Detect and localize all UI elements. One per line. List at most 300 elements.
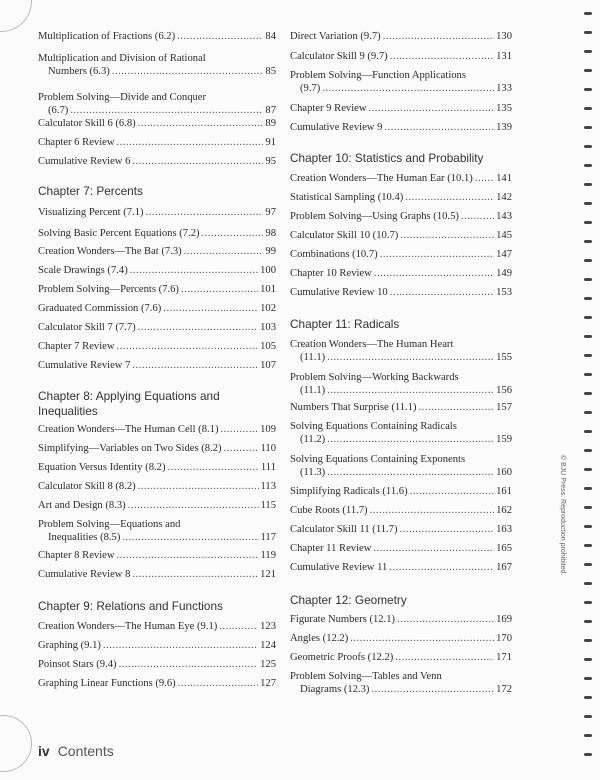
toc-entry-title: Solving Basic Percent Equations (7.2) (38, 228, 200, 239)
toc-entry-line (290, 433, 512, 446)
toc-entry-title: Problem Solving—Tables and Venn (290, 671, 442, 682)
toc-entry-line (38, 677, 276, 690)
toc-page-number: 102 (260, 303, 276, 314)
toc-entry (290, 172, 512, 185)
toc-page-number: 127 (260, 678, 276, 689)
toc-page-number: 99 (265, 246, 276, 257)
toc-page-number: 163 (496, 524, 512, 535)
toc-entry-title: (6.7) (48, 105, 69, 117)
toc-entry (290, 504, 512, 517)
toc-page-number: 131 (496, 51, 512, 62)
toc-page-number: 155 (496, 352, 512, 364)
toc-page-number: 124 (260, 640, 276, 651)
toc-entry (38, 283, 276, 296)
toc-entry-line (290, 613, 512, 626)
toc-entry (290, 248, 512, 261)
toc-entry-line (38, 442, 276, 455)
dot-leader (395, 651, 494, 664)
toc-entry-line (38, 568, 276, 581)
toc-entry-line (38, 136, 276, 149)
dot-leader (383, 30, 494, 43)
toc-page-number: 149 (496, 268, 512, 279)
toc-entry-line (38, 52, 276, 65)
toc-entry-title: Simplifying—Variables on Two Sides (8.2) (38, 443, 222, 454)
toc-entry (38, 518, 276, 544)
binding-hole (584, 50, 592, 53)
toc-entry-line (38, 499, 276, 512)
toc-entry-line (290, 420, 512, 433)
toc-entry-line (290, 30, 512, 43)
binding-hole (584, 506, 592, 509)
dot-leader (397, 613, 494, 626)
toc-page-number: 172 (496, 684, 512, 696)
dot-leader (390, 286, 494, 299)
toc-entry-title: Problem Solving—Divide and Conquer (38, 92, 207, 103)
dot-leader (475, 172, 494, 185)
toc-entry (38, 245, 276, 258)
dot-leader (350, 632, 494, 645)
toc-entry (290, 453, 512, 479)
binding-hole (584, 221, 592, 224)
toc-entry-title: Chapter 7 Review (38, 341, 115, 352)
binding-hole (584, 449, 592, 452)
toc-entry (38, 136, 276, 149)
page-number: iv (38, 743, 50, 759)
toc-entry-title: Cumulative Review 11 (290, 562, 388, 573)
toc-entry-title: Solving Equations Containing Exponents (290, 454, 466, 465)
dot-leader (400, 229, 494, 242)
toc-entry-title: Cumulative Review 7 (38, 360, 131, 371)
dot-leader (168, 461, 259, 474)
dot-leader (374, 267, 494, 280)
toc-page-number: 156 (496, 385, 512, 397)
toc-entry (290, 401, 512, 414)
toc-entry-line (38, 155, 276, 168)
binding-hole (584, 145, 592, 148)
toc-page-number: 157 (496, 402, 512, 413)
toc-entry (290, 651, 512, 664)
toc-entry (290, 50, 512, 63)
toc-entry (290, 542, 512, 555)
toc-entry (38, 499, 276, 512)
toc-page-number: 161 (496, 486, 512, 497)
binding-hole (584, 468, 592, 471)
toc-entry-title: Cumulative Review 9 (290, 122, 383, 133)
toc-entry-line (38, 340, 276, 353)
toc-entry-title: Simplifying Radicals (11.6) (290, 486, 408, 497)
toc-entry (290, 338, 512, 364)
toc-page-number: 125 (260, 659, 276, 670)
toc-entry-title: Scale Drawings (7.4) (38, 265, 128, 276)
toc-page-number: 95 (265, 156, 276, 167)
toc-page-number: 133 (496, 83, 512, 95)
toc-entry-line (290, 485, 512, 498)
binding-hole (584, 715, 592, 718)
dot-leader (122, 531, 258, 544)
dot-leader (177, 30, 263, 43)
toc-page-number: 85 (265, 66, 276, 78)
dot-leader (327, 433, 494, 446)
toc-entry-line (38, 283, 276, 296)
binding-hole (584, 430, 592, 433)
binding-hole (584, 126, 592, 129)
toc-entry-title: Figurate Numbers (12.1) (290, 614, 396, 625)
toc-entry-title: Cube Roots (11.7) (290, 505, 368, 516)
toc-entry-title: Creation Wonders—The Human Eye (9.1) (38, 621, 218, 632)
toc-entry-title: (11.3) (300, 467, 326, 479)
binding-hole (584, 411, 592, 414)
dot-leader (181, 283, 258, 296)
toc-entry (38, 264, 276, 277)
toc-entry (290, 210, 512, 223)
toc-entry (38, 91, 276, 117)
binding-hole (584, 335, 592, 338)
dot-leader (146, 206, 264, 219)
toc-page-number: 130 (496, 31, 512, 42)
binding-hole (584, 259, 592, 262)
toc-entry (38, 359, 276, 372)
toc-entry (38, 155, 276, 168)
toc-entry-title: Creation Wonders—The Human Ear (10.1) (290, 173, 473, 184)
dot-leader (419, 401, 495, 414)
dot-leader (132, 359, 258, 372)
binding-hole (584, 240, 592, 243)
toc-entry-title: Graduated Commission (7.6) (38, 303, 162, 314)
toc-page-number: 84 (265, 31, 276, 42)
dot-leader (327, 466, 494, 479)
toc-entry-title: Multiplication of Fractions (6.2) (38, 31, 176, 42)
toc-entry-line (38, 91, 276, 104)
toc-entry (290, 229, 512, 242)
binding-hole (584, 601, 592, 604)
toc-entry (290, 670, 512, 696)
chapter-heading: Chapter 8: Applying Equations and (38, 389, 220, 403)
dot-leader (128, 499, 259, 512)
dot-leader (405, 191, 494, 204)
toc-entry (290, 561, 512, 574)
binding-hole (584, 525, 592, 528)
dot-leader (119, 658, 259, 671)
toc-entry-title: (11.1) (300, 385, 326, 397)
toc-entry-title: Angles (12.2) (290, 633, 349, 644)
toc-entry-title: Cumulative Review 10 (290, 287, 388, 298)
binding-hole (584, 31, 592, 34)
toc-entry-line (38, 206, 276, 219)
toc-entry-line (38, 117, 276, 130)
toc-entry (290, 69, 512, 95)
toc-entry-line (290, 466, 512, 479)
binding-hole (584, 69, 592, 72)
toc-entry (290, 485, 512, 498)
dot-leader (117, 136, 264, 149)
page-curl-bottom-left (0, 715, 32, 772)
binding-hole (584, 202, 592, 205)
toc-entry-title: Problem Solving—Working Backwards (290, 372, 459, 383)
toc-entry-title: Calculator Skill 11 (11.7) (290, 524, 398, 535)
toc-entry-line (290, 50, 512, 63)
toc-entry-title: Graphing (9.1) (38, 640, 101, 651)
toc-entry-title: Chapter 9 Review (290, 103, 367, 114)
toc-entry-title: Creation Wonders—The Human Cell (8.1) (38, 424, 219, 435)
toc-page-number: 167 (496, 562, 512, 573)
toc-entry-title: Numbers That Surprise (11.1) (290, 402, 417, 413)
toc-entry-title: Art and Design (8.3) (38, 500, 126, 511)
binding-hole (584, 582, 592, 585)
toc-entry-title: Calculator Skill 8 (8.2) (38, 481, 136, 492)
toc-page-number: 169 (496, 614, 512, 625)
binding-hole (584, 753, 592, 756)
dot-leader (219, 620, 258, 633)
chapter-heading: Chapter 9: Relations and Functions (38, 599, 223, 613)
toc-entry (38, 442, 276, 455)
toc-entry (290, 420, 512, 446)
toc-entry-title: Statistical Sampling (10.4) (290, 192, 404, 203)
toc-entry-title: Equation Versus Identity (8.2) (38, 462, 166, 473)
toc-entry-title: Chapter 8 Review (38, 550, 115, 561)
binding-hole (584, 544, 592, 547)
dot-leader (178, 677, 258, 690)
toc-entry (290, 523, 512, 536)
binding-hole (584, 677, 592, 680)
dot-leader (373, 542, 494, 555)
toc-entry-line (290, 542, 512, 555)
toc-entry-title: Inequalities (8.5) (48, 532, 121, 544)
toc-entry-line (290, 172, 512, 185)
toc-entry-title: (11.1) (300, 352, 326, 364)
page-curl-top-left (0, 0, 32, 32)
toc-entry-title: (11.2) (300, 434, 326, 446)
toc-page-number: 115 (260, 500, 276, 511)
toc-entry-line (290, 523, 512, 536)
dot-leader (132, 568, 258, 581)
binding-hole (584, 107, 592, 110)
toc-entry (38, 568, 276, 581)
toc-entry-line (290, 267, 512, 280)
dot-leader (390, 50, 494, 63)
binding-hole (584, 297, 592, 300)
toc-entry-title: Creation Wonders—The Bat (7.3) (38, 246, 182, 257)
dot-leader (369, 102, 495, 115)
toc-entry-line (38, 461, 276, 474)
dot-leader (461, 210, 494, 223)
toc-entry-line (38, 423, 276, 436)
toc-entry (38, 321, 276, 334)
toc-entry (290, 267, 512, 280)
toc-page-number: 117 (260, 532, 276, 544)
toc-entry-title: Solving Equations Containing Radicals (290, 421, 457, 432)
toc-entry-line (38, 245, 276, 258)
dot-leader (130, 264, 258, 277)
dot-leader (327, 384, 494, 397)
toc-entry-line (38, 227, 276, 240)
toc-entry-line (290, 670, 512, 683)
toc-entry-line (38, 518, 276, 531)
toc-entry-title: Calculator Skill 10 (10.7) (290, 230, 399, 241)
toc-entry-title: Cumulative Review 6 (38, 156, 131, 167)
binding-hole (584, 734, 592, 737)
toc-entry-line (38, 264, 276, 277)
toc-entry-line (290, 102, 512, 115)
toc-page-number: 98 (265, 228, 276, 239)
toc-page-number: 171 (496, 652, 512, 663)
binding-hole (584, 88, 592, 91)
toc-page-number: 141 (496, 173, 512, 184)
page-footer (38, 743, 114, 759)
toc-page-number: 160 (496, 467, 512, 479)
chapter-heading: Chapter 12: Geometry (290, 593, 407, 607)
toc-page-number: 119 (260, 550, 276, 561)
toc-entry-title: Chapter 11 Review (290, 543, 372, 554)
chapter-heading: Chapter 7: Percents (38, 184, 143, 198)
toc-entry (38, 117, 276, 130)
toc-entry-line (38, 104, 276, 117)
dot-leader (117, 340, 259, 353)
toc-entry (290, 632, 512, 645)
toc-entry-line (290, 561, 512, 574)
toc-entry-line (290, 121, 512, 134)
toc-entry-title: Calculator Skill 7 (7.7) (38, 322, 136, 333)
toc-entry-title: Graphing Linear Functions (9.6) (38, 678, 176, 689)
toc-entry-line (290, 453, 512, 466)
dot-leader (138, 480, 259, 493)
dot-leader (224, 442, 259, 455)
toc-entry (38, 340, 276, 353)
binding-hole (584, 12, 592, 15)
dot-leader (117, 549, 259, 562)
toc-entry (38, 30, 276, 43)
binding-hole (584, 164, 592, 167)
toc-entry-line (38, 658, 276, 671)
toc-entry-title: Problem Solving—Function Applications (290, 70, 466, 81)
toc-entry (38, 677, 276, 690)
toc-entry-title: Calculator Skill 6 (6.8) (38, 118, 136, 129)
toc-page-number: 159 (496, 434, 512, 446)
binding-hole (584, 620, 592, 623)
toc-entry-line (38, 65, 276, 78)
toc-page-number: 121 (260, 569, 276, 580)
toc-entry-title: Problem Solving—Using Graphs (10.5) (290, 211, 459, 222)
toc-entry (38, 480, 276, 493)
toc-page-number: 113 (260, 481, 276, 492)
toc-entry (290, 121, 512, 134)
toc-entry (38, 549, 276, 562)
binding-hole (584, 487, 592, 490)
toc-entry (38, 639, 276, 652)
dot-leader (389, 561, 494, 574)
toc-entry (38, 658, 276, 671)
dot-leader (322, 82, 494, 95)
toc-entry (38, 227, 276, 240)
toc-page-number: 110 (260, 443, 276, 454)
dot-leader (370, 504, 495, 517)
toc-entry-title: Poinsot Stars (9.4) (38, 659, 117, 670)
toc-page-number: 107 (260, 360, 276, 371)
toc-entry (290, 102, 512, 115)
chapter-heading: Inequalities (38, 404, 98, 418)
toc-page-number: 123 (260, 621, 276, 632)
toc-entry-line (290, 69, 512, 82)
toc-page-number: 147 (496, 249, 512, 260)
footer-label: Contents (57, 743, 114, 759)
toc-entry-title: Combinations (10.7) (290, 249, 378, 260)
toc-entry-line (38, 321, 276, 334)
toc-entry-line (290, 338, 512, 351)
toc-entry (290, 371, 512, 397)
dot-leader (112, 65, 264, 78)
dot-leader (138, 321, 258, 334)
toc-page-number: 170 (496, 633, 512, 644)
toc-page-number: 109 (260, 424, 276, 435)
toc-entry-title: Geometric Proofs (12.2) (290, 652, 394, 663)
toc-page-number: 135 (496, 103, 512, 114)
dot-leader (70, 104, 263, 117)
toc-entry-title: Chapter 10 Review (290, 268, 372, 279)
toc-entry-title: Problem Solving—Equations and (38, 519, 181, 530)
binding-hole (584, 392, 592, 395)
toc-entry-title: Multiplication and Division of Rational (38, 53, 206, 64)
toc-entry-line (38, 639, 276, 652)
toc-entry-line (38, 531, 276, 544)
toc-entry-line (290, 401, 512, 414)
dot-leader (103, 639, 258, 652)
toc-entry-title: Cumulative Review 8 (38, 569, 131, 580)
toc-page-number: 105 (260, 341, 276, 352)
toc-entry (38, 302, 276, 315)
dot-leader (202, 227, 264, 240)
binding-hole (584, 563, 592, 566)
toc-entry (290, 191, 512, 204)
toc-entry (38, 206, 276, 219)
dot-leader (327, 351, 494, 364)
toc-entry-line (38, 480, 276, 493)
toc-page-number: 145 (496, 230, 512, 241)
binding-hole (584, 316, 592, 319)
toc-entry-line (290, 210, 512, 223)
dot-leader (132, 155, 263, 168)
toc-page-number: 139 (496, 122, 512, 133)
toc-entry-line (38, 549, 276, 562)
binding-hole (584, 354, 592, 357)
toc-entry-line (38, 359, 276, 372)
binding-hole (584, 696, 592, 699)
toc-entry-title: Diagrams (12.3) (300, 684, 370, 696)
toc-entry-line (290, 504, 512, 517)
binding-hole (584, 278, 592, 281)
toc-entry (38, 52, 276, 78)
toc-entry-line (290, 286, 512, 299)
toc-entry (290, 30, 512, 43)
toc-page-number: 153 (496, 287, 512, 298)
dot-leader (138, 117, 264, 130)
toc-page-number: 97 (265, 207, 276, 218)
binding-hole (584, 183, 592, 186)
toc-entry-line (38, 620, 276, 633)
toc-page-number: 165 (496, 543, 512, 554)
toc-entry-line (290, 683, 512, 696)
dot-leader (184, 245, 264, 258)
toc-page-number: 162 (496, 505, 512, 516)
chapter-heading: Chapter 11: Radicals (290, 317, 400, 331)
dot-leader (371, 683, 494, 696)
toc-entry (290, 613, 512, 626)
toc-entry-title: Direct Variation (9.7) (290, 31, 381, 42)
toc-page-number: 101 (260, 284, 276, 295)
toc-entry (38, 620, 276, 633)
toc-page-number: 103 (260, 322, 276, 333)
toc-entry-line (290, 371, 512, 384)
dot-leader (163, 302, 258, 315)
toc-entry-title: Creation Wonders—The Human Heart (290, 339, 454, 350)
